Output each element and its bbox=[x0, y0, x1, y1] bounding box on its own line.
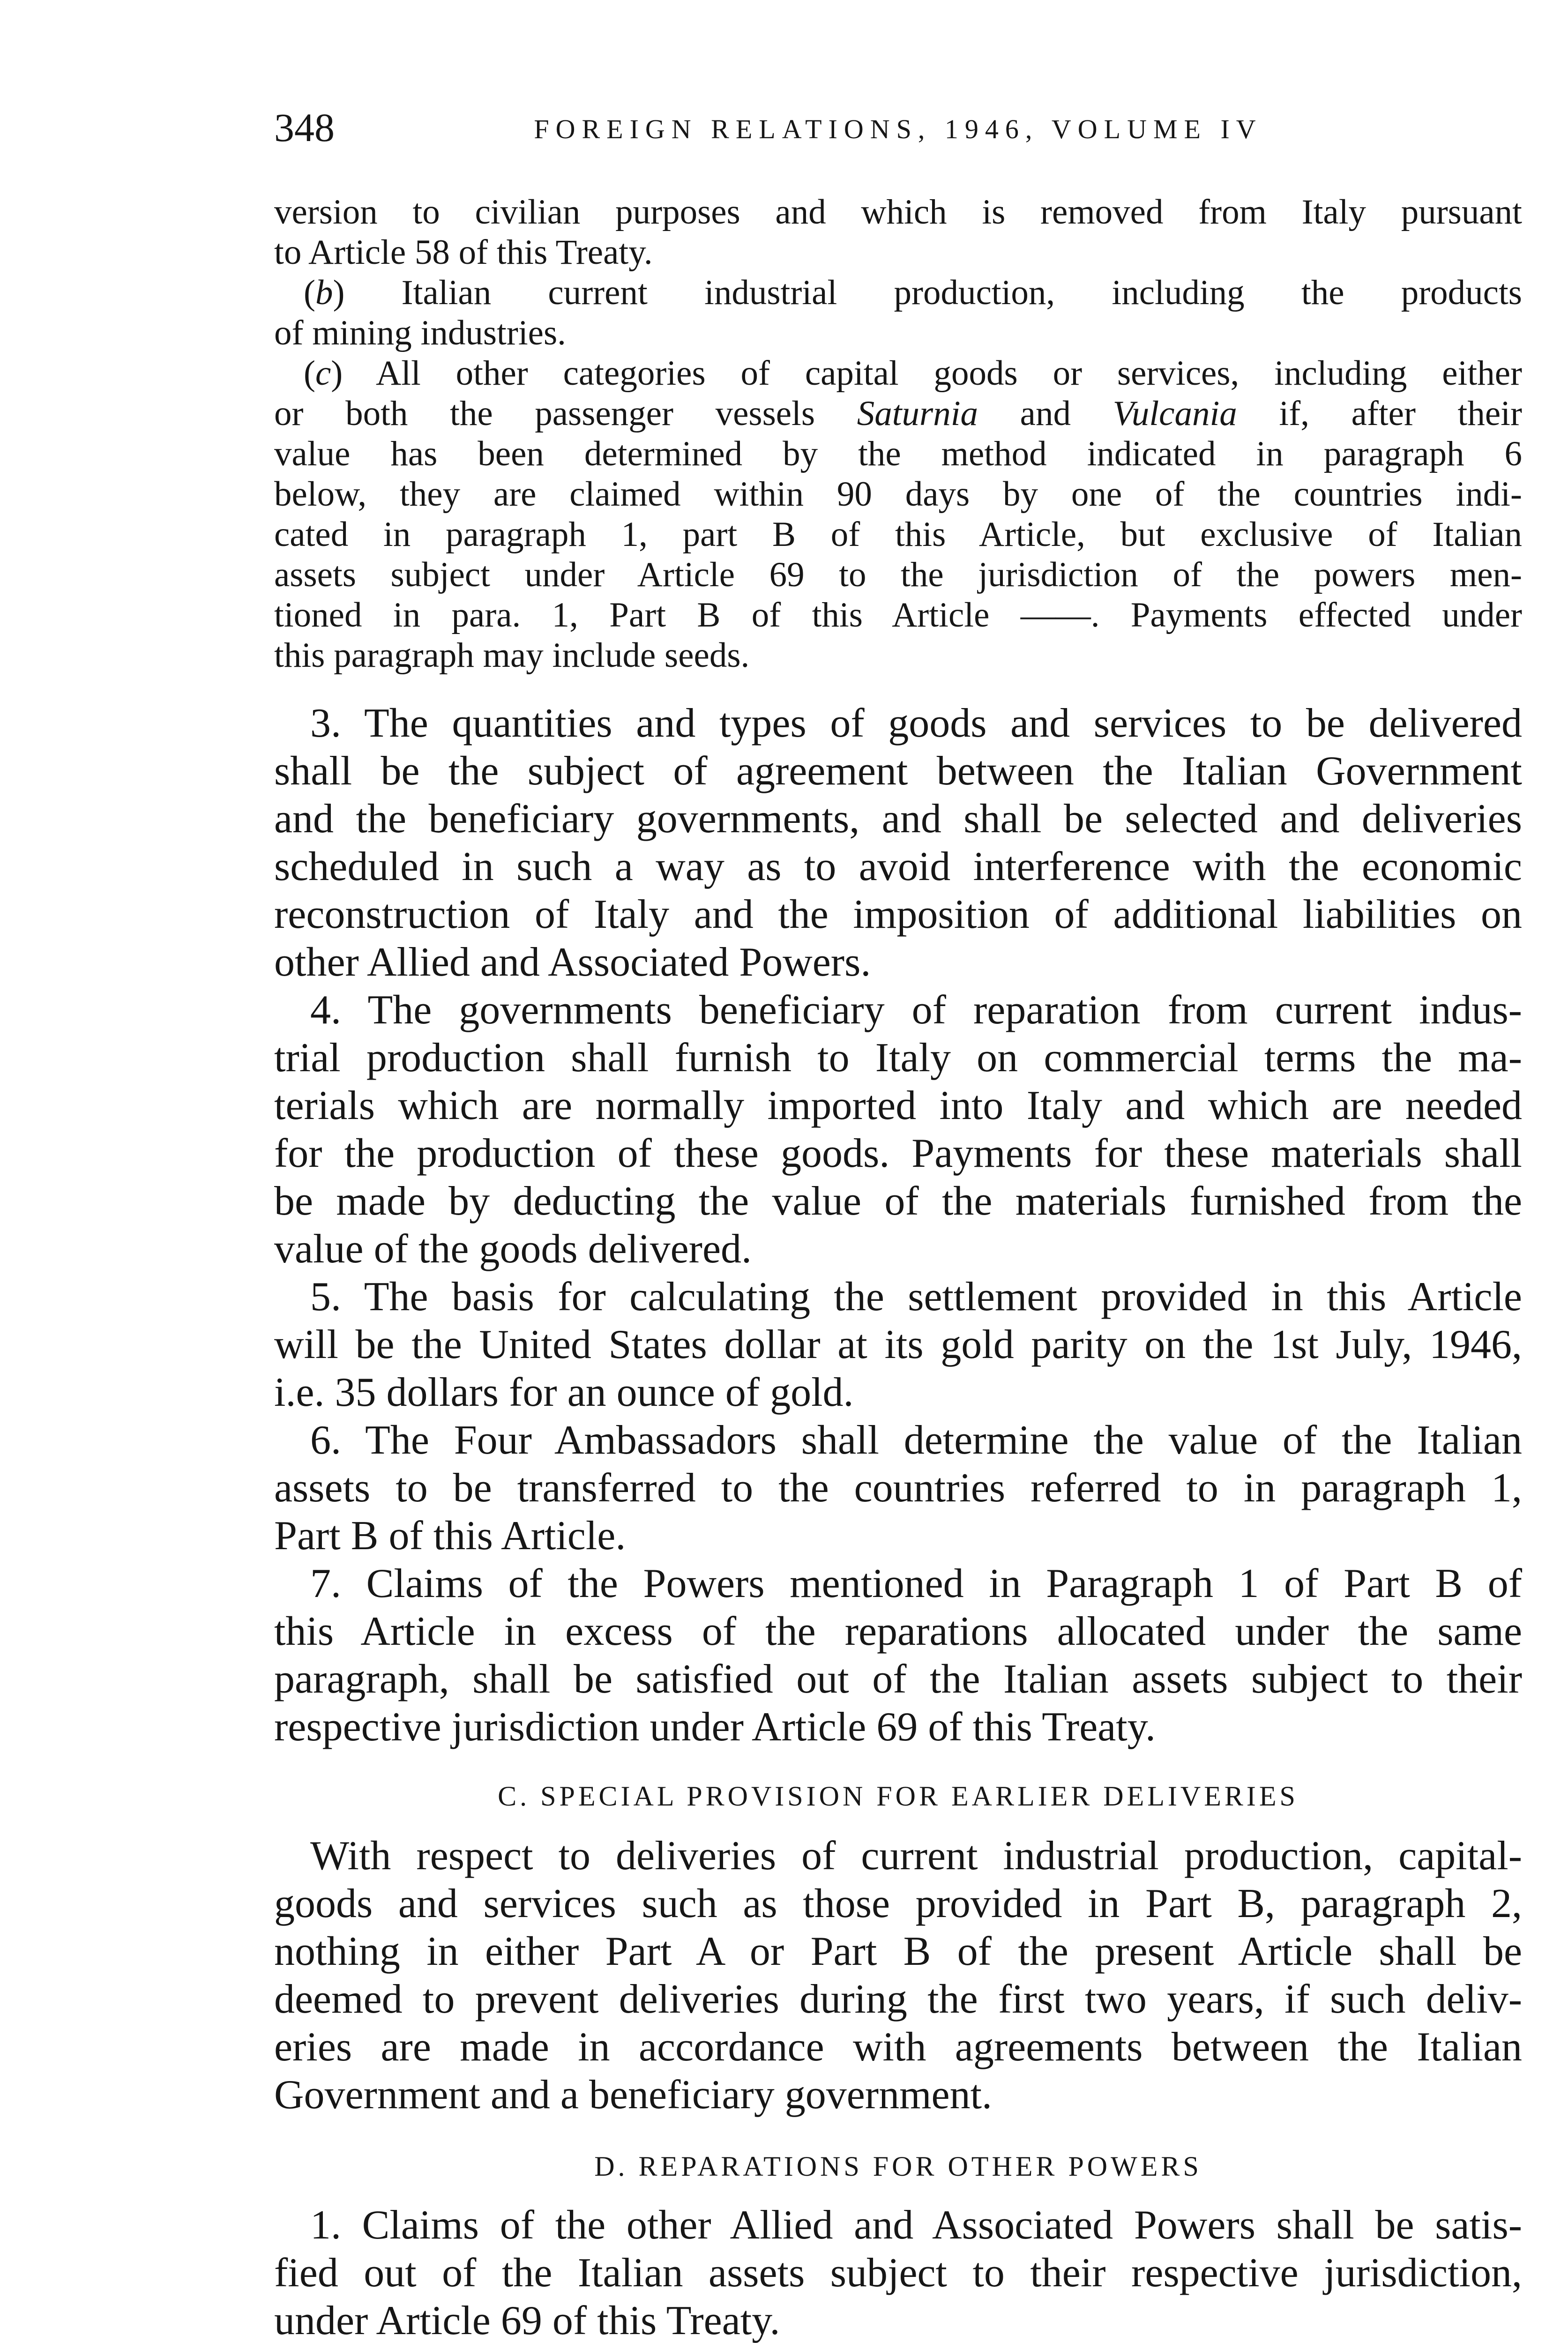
line-text: ) All other categories of capital goods or services, including either bbox=[331, 354, 1522, 393]
paragraph-6-line: assets to be transferred to the countries referred to in paragraph 1, bbox=[274, 1465, 1522, 1511]
text-line: to Article 58 of this Treaty. bbox=[274, 233, 653, 272]
section-c-line: Government and a beneficiary government. bbox=[274, 2072, 993, 2118]
section-c-line: With respect to deliveries of current industrial production, capital- bbox=[310, 1833, 1522, 1879]
paragraph-3-line: other Allied and Associated Powers. bbox=[274, 940, 871, 985]
paragraph-7-line: 7. Claims of the Powers mentioned in Paragraph 1 of Part B of bbox=[310, 1561, 1522, 1606]
paragraph-7-line: this Article in excess of the reparations allocated under the same bbox=[274, 1609, 1522, 1654]
label-paren: ( bbox=[304, 273, 315, 312]
subparagraph-c-first-line bbox=[274, 353, 1522, 394]
section-d-line: 1. Claims of the other Allied and Associated Powers shall be satis- bbox=[310, 2202, 1522, 2248]
paragraph-4-line: value of the goods delivered. bbox=[274, 1226, 752, 1272]
page-header bbox=[274, 104, 1522, 151]
paragraph-3-line: shall be the subject of agreement between the Italian Government bbox=[274, 748, 1522, 794]
paragraph-5-line: i.e. 35 dollars for an ounce of gold. bbox=[274, 1370, 854, 1415]
text-line: version to civilian purposes and which is removed from Italy pursuant bbox=[274, 193, 1522, 231]
vessel-name-vulcania: Vulcania bbox=[1113, 394, 1237, 433]
section-c-line: nothing in either Part A or Part B of the present Article shall be bbox=[274, 1929, 1522, 1974]
line-text: or both the passenger vessels bbox=[274, 394, 857, 433]
section-c-heading: C. SPECIAL PROVISION FOR EARLIER DELIVERIES bbox=[498, 1781, 1299, 1812]
section-d-heading: D. REPARATIONS FOR OTHER POWERS bbox=[594, 2151, 1202, 2182]
paragraph-4-line: trial production shall furnish to Italy on commercial terms the ma- bbox=[274, 1035, 1522, 1081]
part-b-paragraphs bbox=[274, 700, 1522, 1751]
paragraph-4-line: for the production of these goods. Payments for these materials shall bbox=[274, 1131, 1522, 1176]
paragraph-5-line: will be the United States dollar at its gold parity on the 1st July, 1946, bbox=[274, 1322, 1522, 1367]
line-text: if, after their bbox=[1237, 394, 1522, 433]
text-line: value has been determined by the method indicated in paragraph 6 bbox=[274, 434, 1522, 473]
section-c-line: deemed to prevent deliveries during the first two years, if such deliv- bbox=[274, 1977, 1522, 2022]
paragraph-4-line: terials which are normally imported into Italy and which are needed bbox=[274, 1083, 1522, 1128]
page-number: 348 bbox=[274, 105, 335, 150]
section-d-line: fied out of the Italian assets subject to their respective jurisdiction, bbox=[274, 2250, 1522, 2296]
paragraph-6-line: 6. The Four Ambassadors shall determine the value of the Italian bbox=[310, 1418, 1522, 1463]
subparagraph-b-first-line bbox=[274, 273, 1522, 313]
section-c-paragraph bbox=[274, 1832, 1522, 2119]
paragraph-6-line: Part B of this Article. bbox=[274, 1513, 626, 1559]
text-line: below, they are claimed within 90 days by one of the countries indi- bbox=[274, 475, 1522, 514]
vessels-line bbox=[274, 394, 1522, 434]
text-line: this paragraph may include seeds. bbox=[274, 636, 750, 675]
line-text: ) Italian current industrial production, including the products bbox=[333, 273, 1522, 312]
text-line: of mining industries. bbox=[274, 313, 566, 352]
subparagraph-letter: b bbox=[315, 273, 333, 312]
paragraph-7-line: respective jurisdiction under Article 69 of this Treaty. bbox=[274, 1704, 1156, 1750]
paragraph-4-line: 4. The governments beneficiary of reparation from current indus- bbox=[310, 987, 1522, 1033]
paragraph-7-line: paragraph, shall be satisfied out of the Italian assets subject to their bbox=[274, 1657, 1522, 1702]
part-b-subparagraphs bbox=[274, 192, 1522, 676]
text-line: cated in paragraph 1, part B of this Article, but exclusive of Italian bbox=[274, 515, 1522, 554]
paragraph-3-line: reconstruction of Italy and the imposition of additional liabilities on bbox=[274, 892, 1522, 937]
label-paren: ( bbox=[304, 354, 315, 393]
running-title: FOREIGN RELATIONS, 1946, VOLUME IV bbox=[534, 114, 1262, 144]
section-d-paragraph-1 bbox=[274, 2201, 1522, 2343]
line-text: and bbox=[978, 394, 1113, 433]
section-c-line: eries are made in accordance with agreements between the Italian bbox=[274, 2024, 1522, 2070]
paragraph-3-line: 3. The quantities and types of goods and services to be delivered bbox=[310, 701, 1522, 746]
text-line: tioned in para. 1, Part B of this Article ——. Payments effected under bbox=[274, 596, 1522, 634]
paragraph-4-line: be made by deducting the value of the materials furnished from the bbox=[274, 1179, 1522, 1224]
paragraph-5-line: 5. The basis for calculating the settlement provided in this Article bbox=[310, 1274, 1522, 1320]
vessel-name-saturnia: Saturnia bbox=[857, 394, 978, 433]
subparagraph-letter: c bbox=[315, 354, 331, 393]
paragraph-3-line: scheduled in such a way as to avoid interference with the economic bbox=[274, 844, 1522, 889]
section-c-line: goods and services such as those provided in Part B, paragraph 2, bbox=[274, 1881, 1522, 1926]
text-line: assets subject under Article 69 to the jurisdiction of the powers men- bbox=[274, 555, 1522, 594]
section-d-line: under Article 69 of this Treaty. bbox=[274, 2298, 780, 2343]
paragraph-3-line: and the beneficiary governments, and shall be selected and deliveries bbox=[274, 796, 1522, 842]
